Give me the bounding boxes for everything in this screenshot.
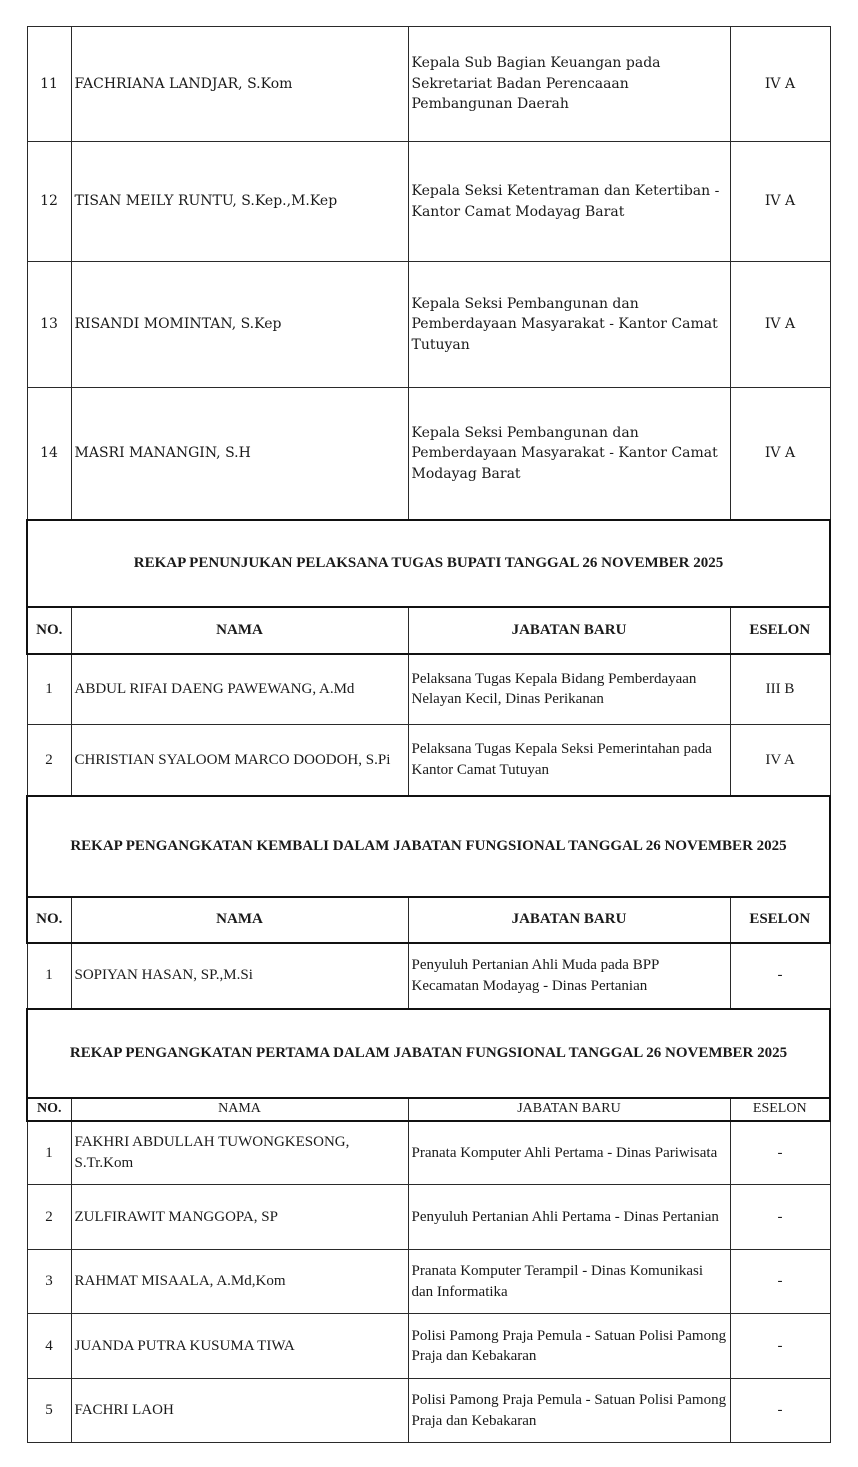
row-nama: CHRISTIAN SYALOOM MARCO DOODOH, S.Pi bbox=[71, 725, 408, 796]
row-nama: ABDUL RIFAI DAENG PAWEWANG, A.Md bbox=[71, 654, 408, 725]
header-no: NO. bbox=[27, 1098, 71, 1121]
row-jabatan: Polisi Pamong Praja Pemula - Satuan Polisi Pamong Praja dan Kebakaran bbox=[408, 1379, 730, 1443]
row-number: 2 bbox=[27, 725, 71, 796]
row-eselon: - bbox=[730, 1185, 830, 1250]
row-eselon: - bbox=[730, 1250, 830, 1314]
row-eselon: IV A bbox=[730, 388, 830, 520]
table-row bbox=[27, 27, 830, 142]
header-row bbox=[27, 1098, 830, 1121]
row-number: 13 bbox=[27, 262, 71, 388]
section-title-row bbox=[27, 796, 830, 897]
document-page bbox=[26, 26, 829, 1443]
header-no: NO. bbox=[27, 897, 71, 943]
row-nama: FACHRI LAOH bbox=[71, 1379, 408, 1443]
row-eselon: - bbox=[730, 1314, 830, 1379]
table-row bbox=[27, 142, 830, 262]
row-eselon: - bbox=[730, 1121, 830, 1185]
row-number: 14 bbox=[27, 388, 71, 520]
row-nama: JUANDA PUTRA KUSUMA TIWA bbox=[71, 1314, 408, 1379]
row-eselon: IV A bbox=[730, 262, 830, 388]
row-nama: SOPIYAN HASAN, SP.,M.Si bbox=[71, 943, 408, 1009]
row-number: 5 bbox=[27, 1379, 71, 1443]
row-jabatan: Kepala Seksi Pembangunan dan Pemberdayaan Masyarakat - Kantor Camat Tutuyan bbox=[408, 262, 730, 388]
row-jabatan: Pranata Komputer Ahli Pertama - Dinas Pariwisata bbox=[408, 1121, 730, 1185]
row-number: 11 bbox=[27, 27, 71, 142]
row-number: 1 bbox=[27, 1121, 71, 1185]
table-row bbox=[27, 943, 830, 1009]
row-number: 12 bbox=[27, 142, 71, 262]
row-eselon: IV A bbox=[730, 27, 830, 142]
section-title: REKAP PENGANGKATAN PERTAMA DALAM JABATAN FUNGSIONAL TANGGAL 26 NOVEMBER 2025 bbox=[27, 1009, 830, 1098]
row-nama: MASRI MANANGIN, S.H bbox=[71, 388, 408, 520]
table-row bbox=[27, 1379, 830, 1443]
table-row bbox=[27, 654, 830, 725]
header-row bbox=[27, 897, 830, 943]
row-jabatan: Kepala Sub Bagian Keuangan pada Sekretariat Badan Perencaaan Pembangunan Daerah bbox=[408, 27, 730, 142]
row-jabatan: Penyuluh Pertanian Ahli Muda pada BPP Kecamatan Modayag - Dinas Pertanian bbox=[408, 943, 730, 1009]
row-nama: FAKHRI ABDULLAH TUWONGKESONG, S.Tr.Kom bbox=[71, 1121, 408, 1185]
header-eselon: ESELON bbox=[730, 1098, 830, 1121]
row-eselon: IV A bbox=[730, 725, 830, 796]
row-eselon: - bbox=[730, 943, 830, 1009]
section-title-row bbox=[27, 1009, 830, 1098]
header-jabatan: JABATAN BARU bbox=[408, 607, 730, 654]
row-number: 1 bbox=[27, 943, 71, 1009]
row-eselon: IV A bbox=[730, 142, 830, 262]
row-number: 2 bbox=[27, 1185, 71, 1250]
row-jabatan: Kepala Seksi Ketentraman dan Ketertiban - Kantor Camat Modayag Barat bbox=[408, 142, 730, 262]
header-jabatan: JABATAN BARU bbox=[408, 1098, 730, 1121]
row-nama: FACHRIANA LANDJAR, S.Kom bbox=[71, 27, 408, 142]
header-row bbox=[27, 607, 830, 654]
row-jabatan: Pelaksana Tugas Kepala Seksi Pemerintahan pada Kantor Camat Tutuyan bbox=[408, 725, 730, 796]
header-jabatan: JABATAN BARU bbox=[408, 897, 730, 943]
header-nama: NAMA bbox=[71, 1098, 408, 1121]
row-nama: ZULFIRAWIT MANGGOPA, SP bbox=[71, 1185, 408, 1250]
table-row bbox=[27, 388, 830, 520]
rekap-table bbox=[26, 26, 831, 1443]
row-nama: RISANDI MOMINTAN, S.Kep bbox=[71, 262, 408, 388]
row-jabatan: Penyuluh Pertanian Ahli Pertama - Dinas Pertanian bbox=[408, 1185, 730, 1250]
table-row bbox=[27, 725, 830, 796]
table-row bbox=[27, 262, 830, 388]
row-nama: TISAN MEILY RUNTU, S.Kep.,M.Kep bbox=[71, 142, 408, 262]
header-nama: NAMA bbox=[71, 607, 408, 654]
row-number: 1 bbox=[27, 654, 71, 725]
row-number: 3 bbox=[27, 1250, 71, 1314]
section-title: REKAP PENUNJUKAN PELAKSANA TUGAS BUPATI TANGGAL 26 NOVEMBER 2025 bbox=[27, 520, 830, 607]
table-row bbox=[27, 1314, 830, 1379]
table-row bbox=[27, 1185, 830, 1250]
header-eselon: ESELON bbox=[730, 607, 830, 654]
row-eselon: - bbox=[730, 1379, 830, 1443]
row-jabatan: Pelaksana Tugas Kepala Bidang Pemberdayaan Nelayan Kecil, Dinas Perikanan bbox=[408, 654, 730, 725]
header-no: NO. bbox=[27, 607, 71, 654]
row-jabatan: Kepala Seksi Pembangunan dan Pemberdayaan Masyarakat - Kantor Camat Modayag Barat bbox=[408, 388, 730, 520]
row-number: 4 bbox=[27, 1314, 71, 1379]
table-row bbox=[27, 1121, 830, 1185]
row-nama: RAHMAT MISAALA, A.Md,Kom bbox=[71, 1250, 408, 1314]
section-title-row bbox=[27, 520, 830, 607]
section-title: REKAP PENGANGKATAN KEMBALI DALAM JABATAN FUNGSIONAL TANGGAL 26 NOVEMBER 2025 bbox=[27, 796, 830, 897]
row-eselon: III B bbox=[730, 654, 830, 725]
row-jabatan: Polisi Pamong Praja Pemula - Satuan Polisi Pamong Praja dan Kebakaran bbox=[408, 1314, 730, 1379]
table-row bbox=[27, 1250, 830, 1314]
header-nama: NAMA bbox=[71, 897, 408, 943]
header-eselon: ESELON bbox=[730, 897, 830, 943]
row-jabatan: Pranata Komputer Terampil - Dinas Komunikasi dan Informatika bbox=[408, 1250, 730, 1314]
